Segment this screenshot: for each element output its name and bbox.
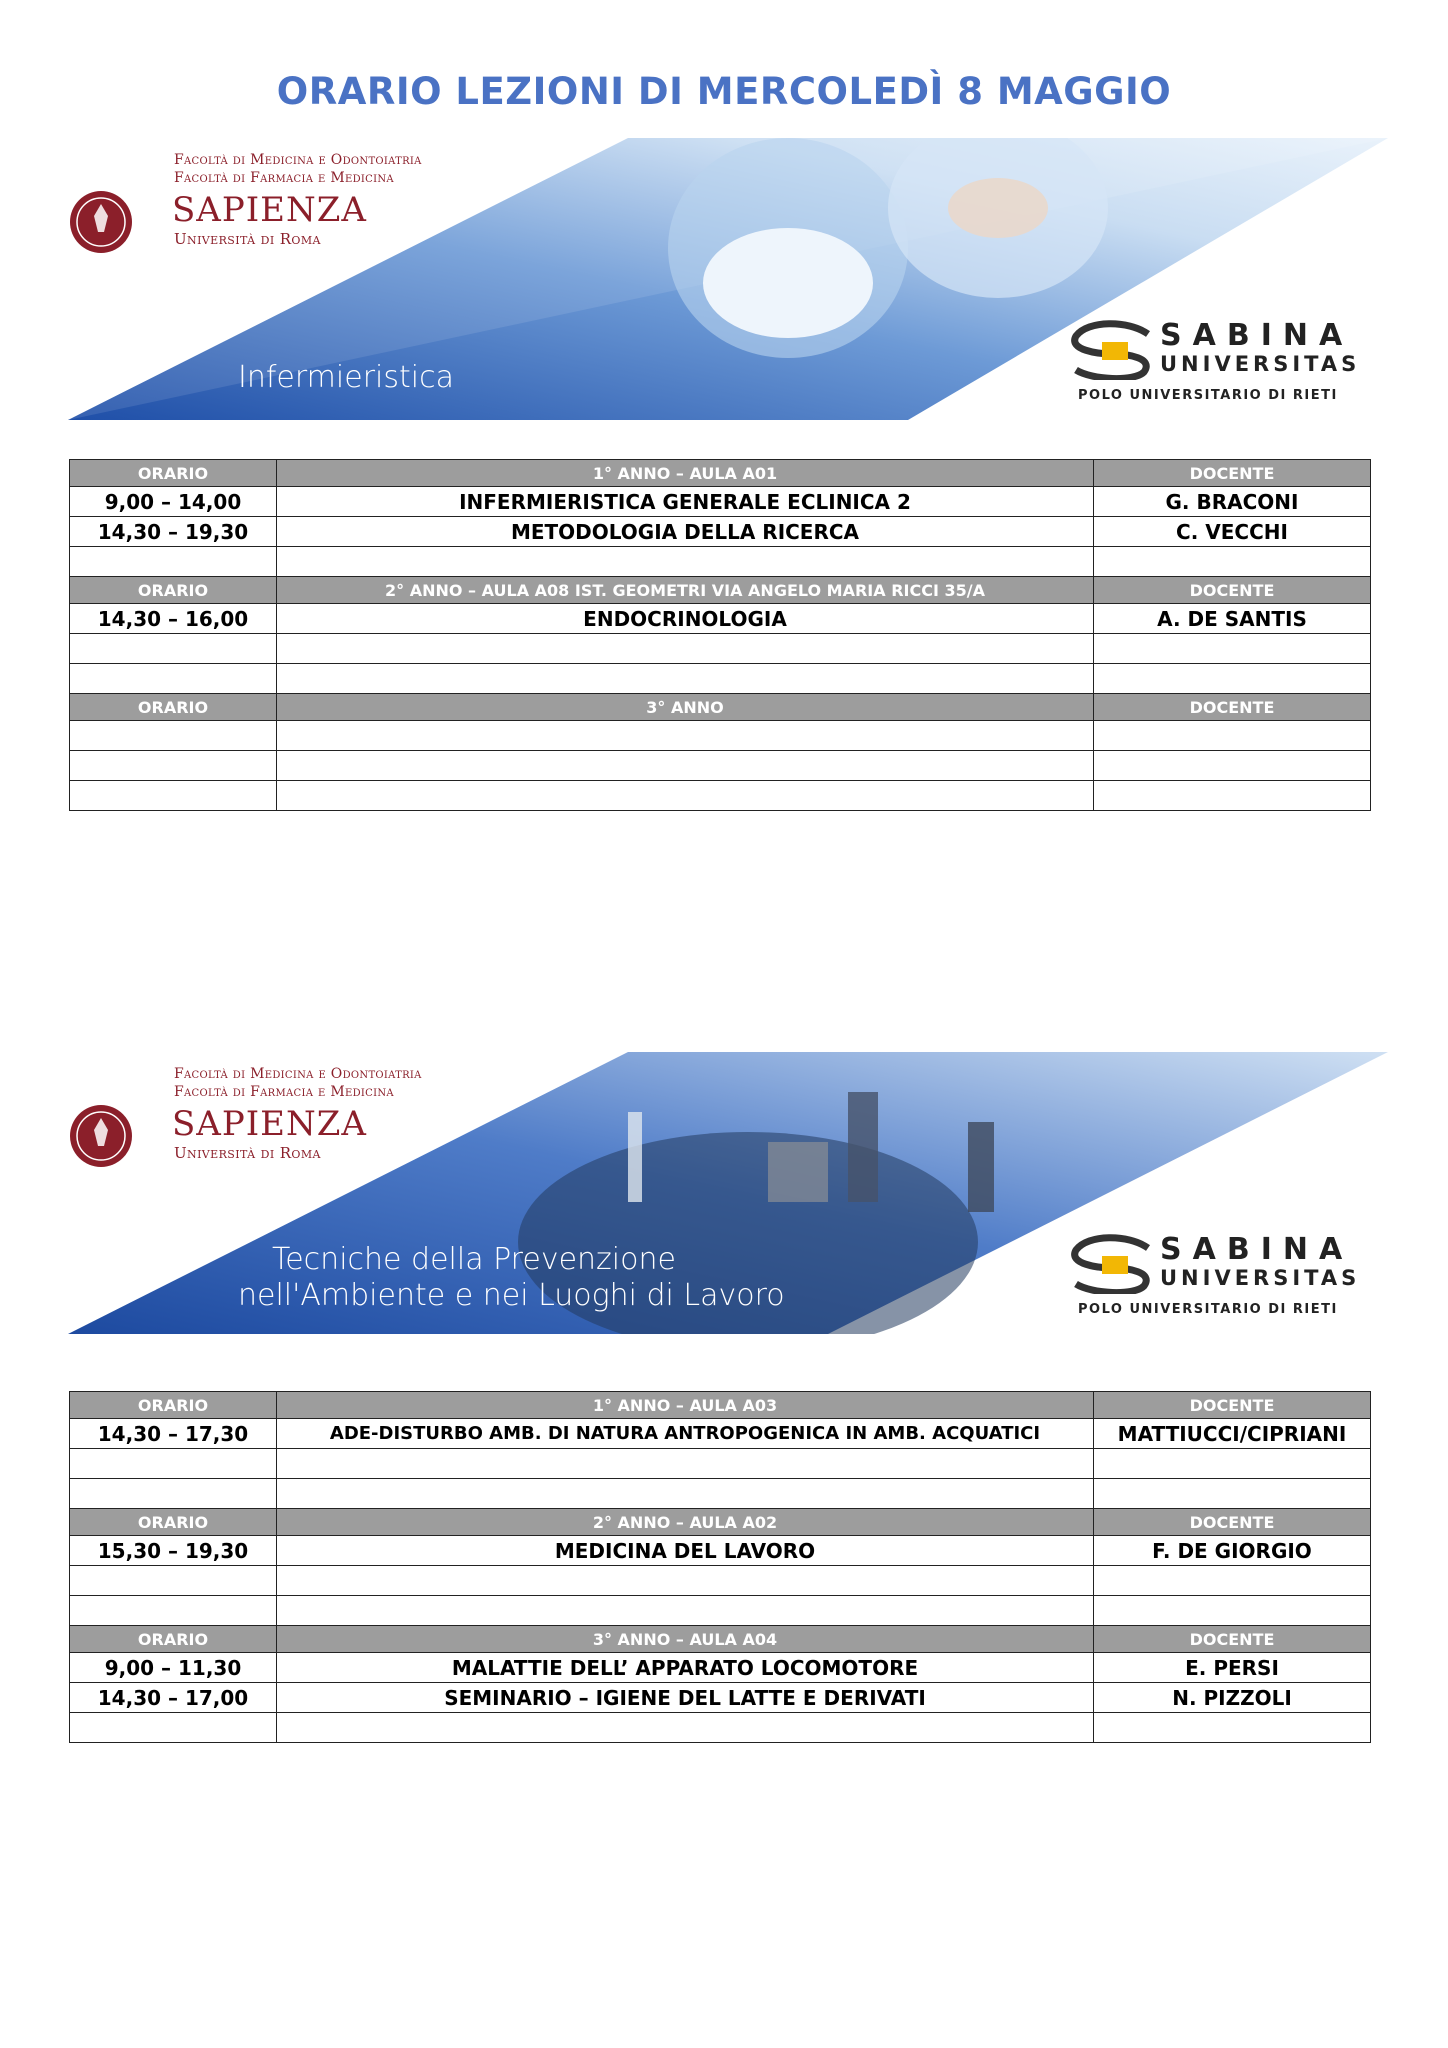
course-cell: ADE-DISTURBO AMB. DI NATURA ANTROPOGENICA IN AMB. ACQUATICI [277, 1419, 1094, 1449]
orario-cell [70, 1713, 277, 1743]
course-cell: 3° ANNO [277, 694, 1094, 721]
course-cell: 1° ANNO – AULA A03 [277, 1392, 1094, 1419]
course-cell: 1° ANNO – AULA A01 [277, 460, 1094, 487]
course-cell [277, 547, 1094, 577]
orario-cell: 9,00 – 11,30 [70, 1653, 277, 1683]
banner-infermieristica [68, 138, 1388, 420]
sabina-logo [1068, 318, 1368, 408]
table-row [70, 1479, 1371, 1509]
course-cell: MALATTIE DELL’ APPARATO LOCOMOTORE [277, 1653, 1094, 1683]
table-row [70, 664, 1371, 694]
course-cell [277, 634, 1094, 664]
docente-cell: DOCENTE [1094, 1392, 1371, 1419]
table-header-row [70, 577, 1371, 604]
sabina-mark-icon [1068, 1234, 1158, 1294]
docente-cell: G. BRACONI [1094, 487, 1371, 517]
docente-cell: DOCENTE [1094, 577, 1371, 604]
docente-cell [1094, 1596, 1371, 1626]
table-row [70, 604, 1371, 634]
sabina-subtitle: UNIVERSITAS [1160, 1266, 1361, 1290]
table-row [70, 517, 1371, 547]
docente-cell: DOCENTE [1094, 694, 1371, 721]
docente-cell [1094, 634, 1371, 664]
course-cell: METODOLOGIA DELLA RICERCA [277, 517, 1094, 547]
page-title: ORARIO LEZIONI DI MERCOLEDÌ 8 MAGGIO [276, 70, 1172, 113]
table-row [70, 1653, 1371, 1683]
course-cell: 2° ANNO – AULA A02 [277, 1509, 1094, 1536]
table-row [70, 1713, 1371, 1743]
docente-cell: DOCENTE [1094, 1509, 1371, 1536]
orario-cell [70, 751, 277, 781]
table-row [70, 1449, 1371, 1479]
university-subtitle: Università di Roma [174, 230, 321, 248]
sabina-name: SABINA [1160, 318, 1354, 353]
table-row [70, 781, 1371, 811]
docente-cell [1094, 751, 1371, 781]
orario-cell: ORARIO [70, 460, 277, 487]
faculty-line-2: Facoltà di Farmacia e Medicina [174, 170, 394, 186]
docente-cell [1094, 721, 1371, 751]
docente-cell: N. PIZZOLI [1094, 1683, 1371, 1713]
table-header-row [70, 460, 1371, 487]
orario-cell: ORARIO [70, 577, 277, 604]
docente-cell: E. PERSI [1094, 1653, 1371, 1683]
sabina-mark-icon [1068, 320, 1158, 380]
orario-cell [70, 721, 277, 751]
sapienza-seal-icon [68, 182, 134, 262]
docente-cell [1094, 1449, 1371, 1479]
table-header-row [70, 1392, 1371, 1419]
docente-cell [1094, 1479, 1371, 1509]
orario-cell: ORARIO [70, 1392, 277, 1419]
docente-cell: F. DE GIORGIO [1094, 1536, 1371, 1566]
university-name: SAPIENZA [172, 190, 367, 230]
course-cell: 3° ANNO – AULA A04 [277, 1626, 1094, 1653]
table-row [70, 1683, 1371, 1713]
orario-cell [70, 664, 277, 694]
orario-cell: 14,30 – 17,30 [70, 1419, 277, 1449]
table-row [70, 634, 1371, 664]
orario-cell [70, 1479, 277, 1509]
docente-cell [1094, 781, 1371, 811]
sabina-polo: POLO UNIVERSITARIO DI RIETI [1078, 388, 1338, 403]
sabina-polo: POLO UNIVERSITARIO DI RIETI [1078, 1302, 1338, 1317]
schedule-table-infermieristica [69, 459, 1371, 811]
docente-cell: MATTIUCCI/CIPRIANI [1094, 1419, 1371, 1449]
course-cell [277, 1713, 1094, 1743]
table-header-row [70, 1509, 1371, 1536]
docente-cell [1094, 664, 1371, 694]
orario-cell: 14,30 – 17,00 [70, 1683, 277, 1713]
course-cell: INFERMIERISTICA GENERALE ECLINICA 2 [277, 487, 1094, 517]
course-cell [277, 721, 1094, 751]
course-cell: 2° ANNO – AULA A08 IST. GEOMETRI VIA ANGELO MARIA RICCI 35/A [277, 577, 1094, 604]
docente-cell: DOCENTE [1094, 460, 1371, 487]
orario-cell [70, 1596, 277, 1626]
docente-cell [1094, 1713, 1371, 1743]
sabina-logo [1068, 1232, 1368, 1322]
orario-cell [70, 1449, 277, 1479]
sapienza-seal-icon [68, 1096, 134, 1176]
course-cell [277, 1479, 1094, 1509]
table-row [70, 1596, 1371, 1626]
course-name-line-1: Tecniche della Prevenzione [272, 1242, 676, 1277]
faculty-line-2: Facoltà di Farmacia e Medicina [174, 1084, 394, 1100]
course-cell [277, 664, 1094, 694]
course-name-line-2: nell'Ambiente e nei Luoghi di Lavoro [238, 1278, 785, 1313]
orario-cell: 14,30 – 19,30 [70, 517, 277, 547]
table-row [70, 1566, 1371, 1596]
docente-cell [1094, 547, 1371, 577]
course-name: Infermieristica [238, 360, 454, 395]
faculty-line-1: Facoltà di Medicina e Odontoiatria [174, 152, 422, 168]
course-cell: ENDOCRINOLOGIA [277, 604, 1094, 634]
course-cell: SEMINARIO – IGIENE DEL LATTE E DERIVATI [277, 1683, 1094, 1713]
sabina-subtitle: UNIVERSITAS [1160, 352, 1361, 376]
course-cell [277, 1596, 1094, 1626]
orario-cell: ORARIO [70, 1626, 277, 1653]
docente-cell [1094, 1566, 1371, 1596]
orario-cell: ORARIO [70, 694, 277, 721]
docente-cell: DOCENTE [1094, 1626, 1371, 1653]
orario-cell [70, 1566, 277, 1596]
table-row [70, 1536, 1371, 1566]
schedule-table-prevenzione [69, 1391, 1371, 1743]
table-row [70, 751, 1371, 781]
orario-cell: 14,30 – 16,00 [70, 604, 277, 634]
course-cell [277, 781, 1094, 811]
table-row [70, 487, 1371, 517]
table-row [70, 547, 1371, 577]
orario-cell: ORARIO [70, 1509, 277, 1536]
table-row [70, 1419, 1371, 1449]
course-cell [277, 751, 1094, 781]
university-subtitle: Università di Roma [174, 1144, 321, 1162]
orario-cell [70, 634, 277, 664]
course-cell: MEDICINA DEL LAVORO [277, 1536, 1094, 1566]
table-row [70, 721, 1371, 751]
course-cell [277, 1566, 1094, 1596]
banner-prevenzione [68, 1052, 1388, 1334]
sabina-name: SABINA [1160, 1232, 1354, 1267]
docente-cell: C. VECCHI [1094, 517, 1371, 547]
orario-cell: 9,00 – 14,00 [70, 487, 277, 517]
faculty-line-1: Facoltà di Medicina e Odontoiatria [174, 1066, 422, 1082]
course-cell [277, 1449, 1094, 1479]
orario-cell [70, 547, 277, 577]
orario-cell [70, 781, 277, 811]
table-header-row [70, 694, 1371, 721]
orario-cell: 15,30 – 19,30 [70, 1536, 277, 1566]
table-header-row [70, 1626, 1371, 1653]
docente-cell: A. DE SANTIS [1094, 604, 1371, 634]
university-name: SAPIENZA [172, 1104, 367, 1144]
